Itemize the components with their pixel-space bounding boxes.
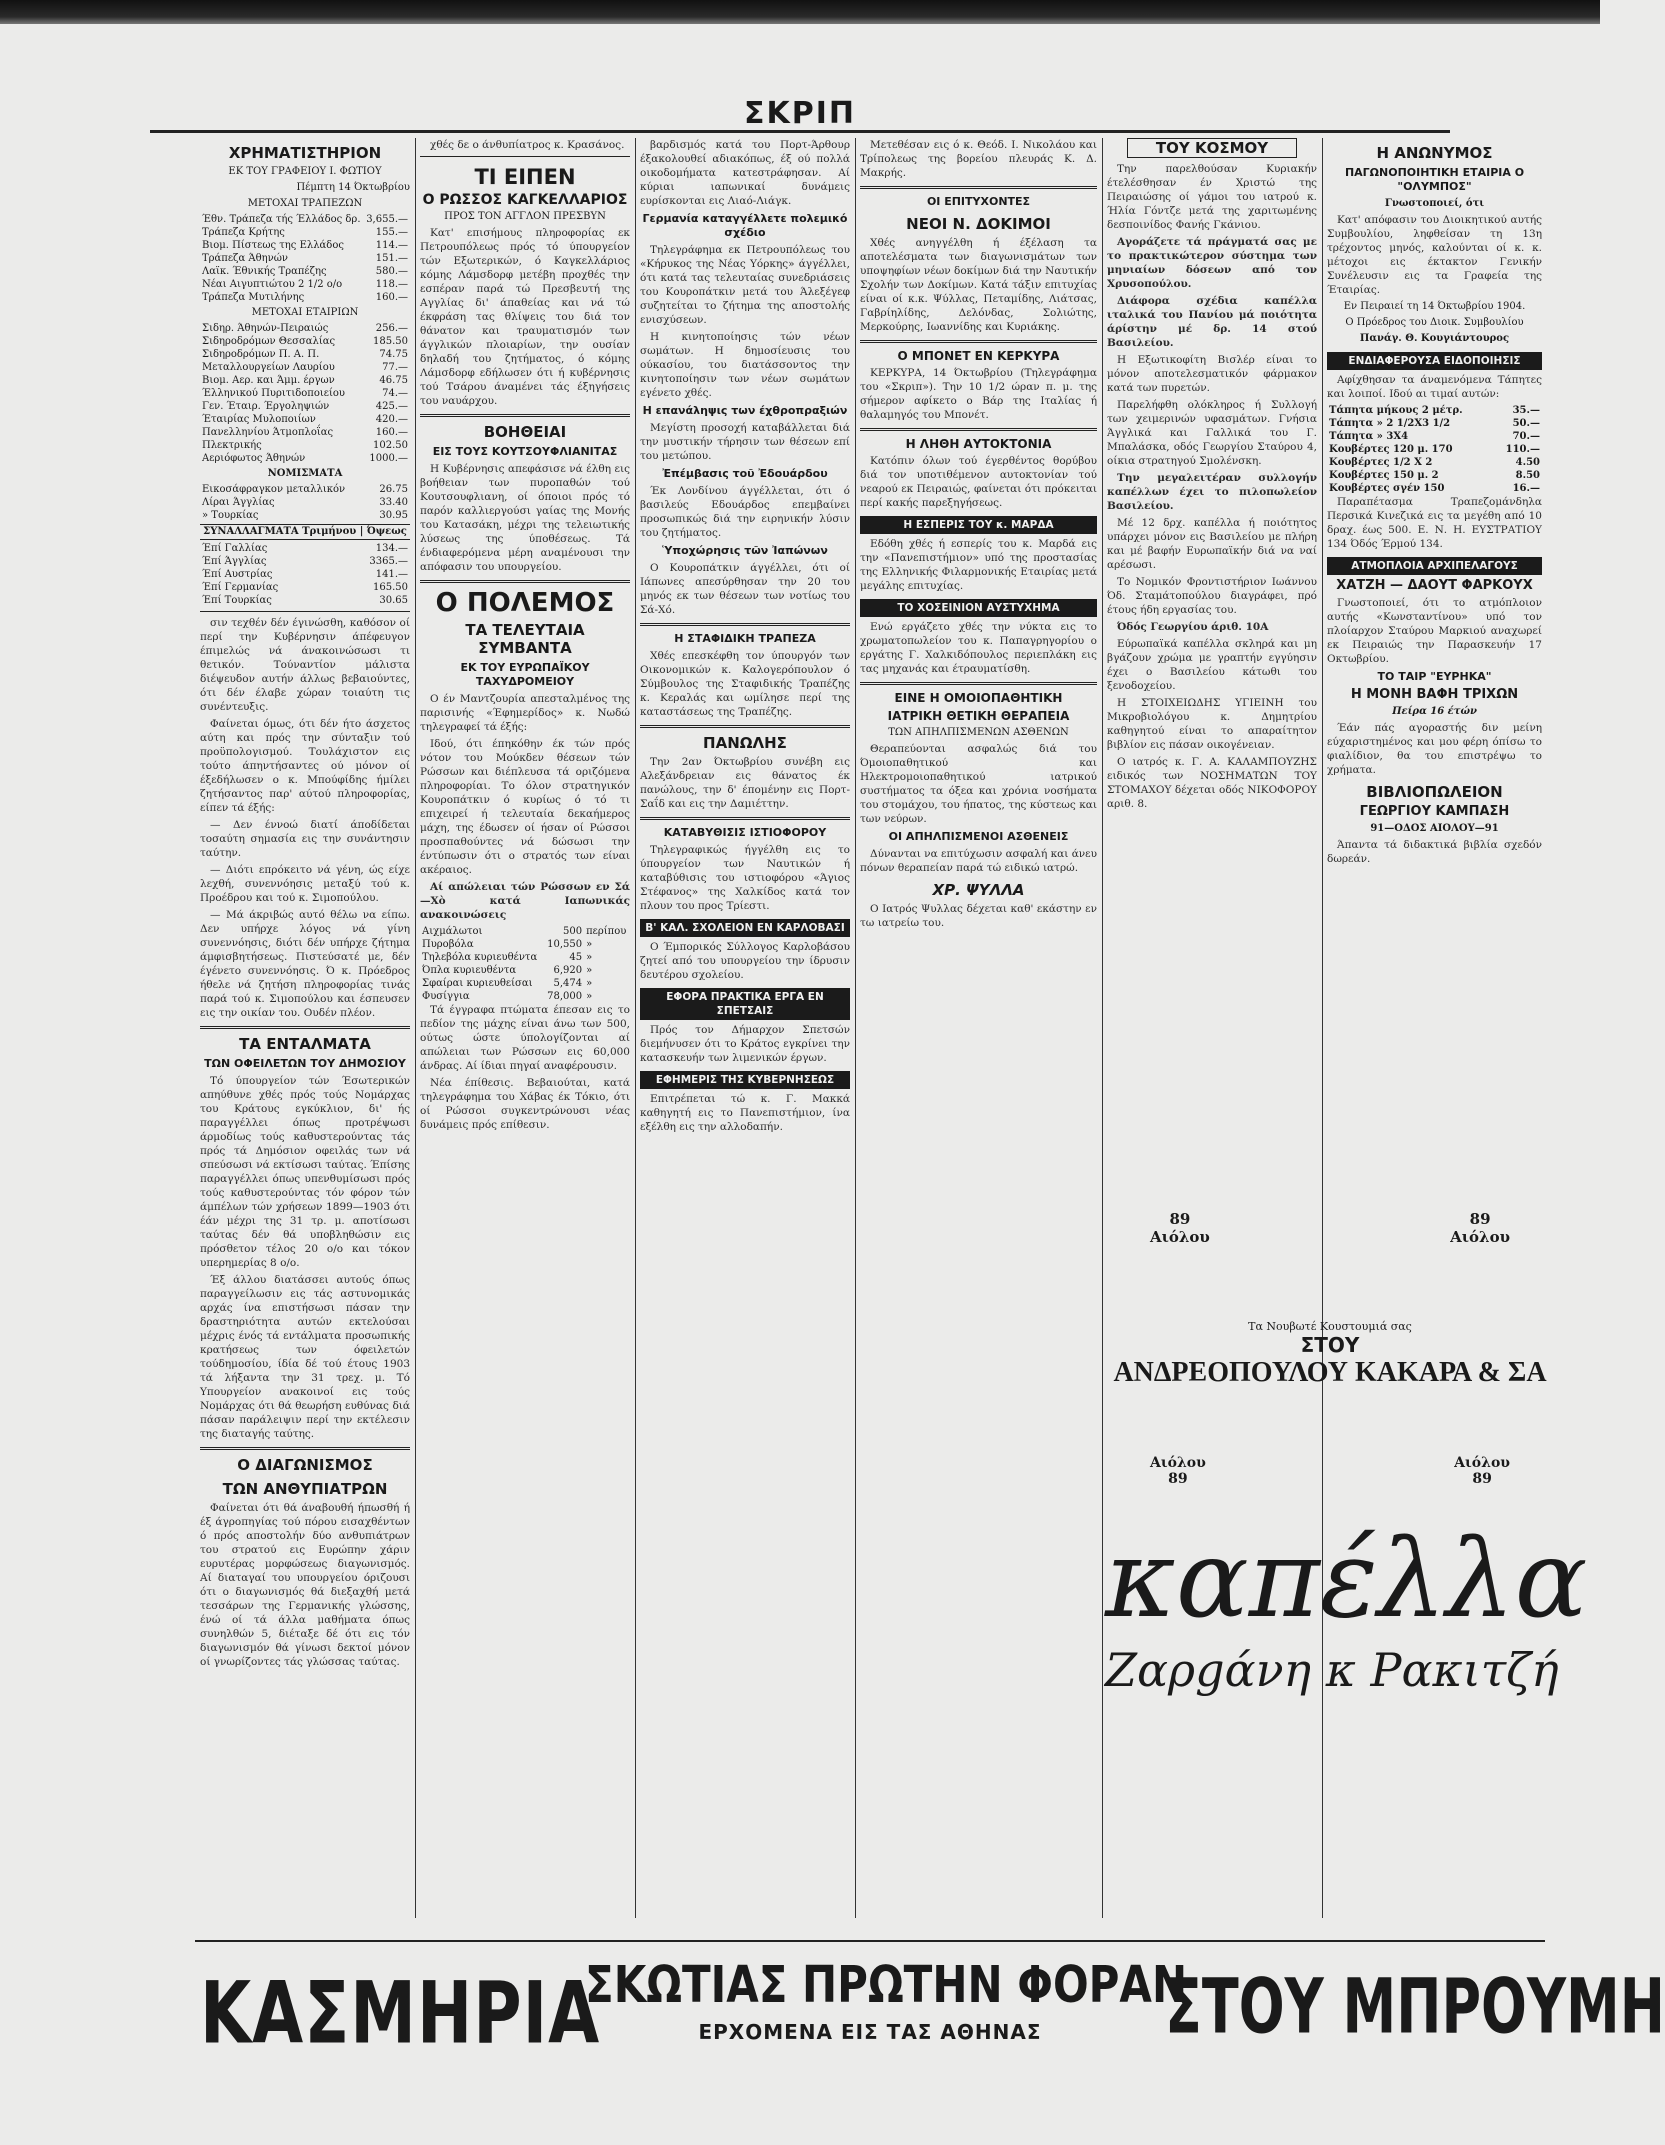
article-text: σιν τεχθέν δέν έγινώσθη, καθόσον οί περί την Κυβέρνησιν άπέφευγον έπιμελώς νά άνακοινώσωσι τι θετικόν. Τούναντίον μάλιστα διέψευδον αυτήν άλλως βεβαιούντες, ότι δέν έλαβε χώραν τοιαύτη τις συνέντευξις.: [200, 617, 410, 713]
article-text: Γνωστοποιεί, ότι το ατμόπλοιον αυτής «Κωνσταντίνου» υπό τον πλοίαρχον Σταύρου Μαρκιού αναχωρεί εκ Πειραιώς την Παρασκευήν 17 Οκτωβρίου.: [1327, 597, 1542, 665]
table-row: Έθν. Τράπεζα τής Έλλάδος δρ. 3,655.—: [202, 214, 408, 225]
article-text: Χθές ανηγγέλθη ή έξέλαση τα αποτελέσματα των διαγωνισμάτων των υποψηφίων νέων δοκίμων διά την Ναυτικήν Σχολήν των Δοκίμων. Κατά τάξιν επιτυχίας είναι οί κ.κ. Ψύλλας, Πεταμίδης, Λιάτσας, Γαβρίηλίδης, Δελόνδας, Σολιώτης, Μερκούρης, Ιωαννίδης και Κυριάκης.: [860, 237, 1097, 333]
ad-scotland: ΣΚΩΤΙΑΣ ΠΡΩΤΗΝ ΦΟΡΑΝ: [585, 1955, 1188, 2014]
headline: ΕΙΝΕ Η ΟΜΟΙΟΠΑΘΗΤΙΚΗ: [894, 691, 1063, 705]
prices-table: [1327, 404, 1542, 495]
headline: Ο ΜΠΟΝΕΤ ΕΝ ΚΕΡΚΥΡΑ: [897, 349, 1060, 363]
headline: ΤΟ ΤΑΙΡ "ΕΥΡΗΚΑ": [1377, 670, 1492, 683]
headline: ΤΑ ΕΝΤΑΛΜΑΤΑ: [239, 1035, 371, 1053]
subheadline: ΤΩΝ ΑΠΗΛΠΙΣΜΕΝΩΝ ΑΣΘΕΝΩΝ: [888, 727, 1069, 738]
market-date: Πέμπτη 14 Όκτωβρίου: [296, 182, 410, 193]
ad-street: Αιόλου: [1454, 1455, 1510, 1471]
article-text: Θεραπεύονται ασφαλώς διά του Όμοιοπαθητικού και Ηλεκτρομοιοπαθητικού ιατρικού συστήματος τα όξεα και χρόνια νοσήματα του στομάχου, του ήπατος, της κύστεως και των νεύρων.: [860, 743, 1097, 825]
article-text: Η Κυβέρνησις απεφάσισε νά έλθη εις βοήθειαν των πυροπαθών τού Κουτσουφλιανη, οί όποιοι πρός τό παρόν καλλιεργούσι γαίας της Μονής του Κατασάκη, μέχρι της τελειωτικής λύσεως της ύποθέσεως. Τά ένδιαφερόμενα μέρη αναμένουσι την απόφασιν του υπουργείου.: [420, 463, 630, 573]
page-top-band: [0, 0, 1600, 24]
subheadline: ΓΕΩΡΓΙΟΥ ΚΑΜΠΑΣΗ: [1359, 804, 1510, 819]
ad-coming: ΕΡΧΟΜΕΝΑ ΕΙΣ ΤΑΣ ΑΘΗΝΑΣ: [698, 2020, 1042, 2044]
section-banner: ΕΦΟΡΑ ΠΡΑΚΤΙΚΑ ΕΡΓΑ ΕΝ ΣΠΕΤΣΑΙΣ: [640, 988, 850, 1020]
masthead-rule: [150, 130, 1450, 133]
section-banner: ΕΝΔΙΑΦΕΡΟΥΣΑ ΕΙΔΟΠΟΙΗΣΙΣ: [1327, 352, 1542, 370]
article-text: Ο Ιατρός Ψυλλας δέχεται καθ' εκάστην εν τω ιατρείω του.: [860, 903, 1097, 929]
ad-broumis: ΣΤΟΥ ΜΠΡΟΥΜΗ: [1165, 1962, 1665, 2051]
article-text: Χθές επεσκέφθη τον ύπουργόν των Οικονομικών κ. Καλογερόπουλον ό Σύμβουλος της Σταφιδικής Τραπέζης κ. Κεραλάς και ωμίλησε περί της καταστάσεως της Τραπέζης.: [640, 650, 850, 718]
article-text: Ενώ εργάζετο χθές την νύκτα εις το χρωματοπωλείον του κ. Παπαγρηγορίου ο εργάτης Γ. Χαλκιδόπουλος περιεπλάκη εις τας μηχανάς και έτραυματίσθη.: [860, 621, 1097, 675]
article-text: Ο Έμπορικός Σύλλογος Καρλοβάσου ζητεί από του υπουργείου την ίδρυσιν δευτέρου σχολείου.: [640, 941, 850, 981]
table-row: Σιδηροδρόμων Π. Α. Π. 74.75: [202, 349, 408, 360]
column-2: [420, 138, 630, 1918]
table-row: Μεταλλουργείων Λαυρίου 77.—: [202, 362, 408, 373]
masthead-title: ΣΚΡΙΠ: [744, 96, 856, 131]
table-row: Πλεκτρικής 102.50: [202, 440, 408, 451]
subheadline: ΕΚ ΤΟΥ ΕΥΡΩΠΑΪΚΟΥ ΤΑΧΥΔΡΟΜΕΙΟΥ: [460, 661, 590, 688]
companies-table: [200, 322, 410, 465]
address: 91—ΟΔΟΣ ΑΙΟΛΟΥ—91: [1370, 823, 1499, 834]
column-5: [1107, 138, 1317, 1198]
article-text: Νέα έπίθεσις. Βεβαιούται, κατά τηλεγράφημα του Χάβας έκ Τόκιο, ότι οί Ρώσσοι συγκεντρώνουσι νέας δυνάμεις πρός επίθεσιν.: [420, 1077, 630, 1131]
table-row: Έπί Αυστρίας 141.—: [202, 569, 408, 580]
article-text: Παρελήφθη ολόκληρος ή Συλλογή των χειμερινών υφασμάτων. Γνήσια Άγγλικά και Γαλλικά του Γ. Μπαλάσκα, οδός Γεωργίου Σταύρου 4, οίκια στρατηγού Σμολένσκη.: [1107, 399, 1317, 467]
article-text: Φαίνεται ότι θά άναβουθή ήπωσθή ή έξ άγροπηγίας τού πόρου εισαχθέντων ό πρός αποστολήν δύο ανθυπιάτρων του στρατού εις Ευρώπην χάριν ευρυτέρας μορφώσεως διαγωνισμός. Αί διαταγαί του υπουργείου όριζουσι ότι ο διαγωνισμός θά διεξαχθή μετά τεσσάρων της Γερμανικής γλώσσης, ένώ οί τά άλλα μαθήματα όπως συνηλθών 5, διέταξε δέ ότι εις τόν διαγωνισμόν θά γίνωσι δεκτοί μόνον οί γνωρίζοντες τάς γλώσσας ταύτας.: [200, 1502, 410, 1668]
subheadline: ΝΕΟΙ Ν. ΔΟΚΙΜΟΙ: [906, 215, 1051, 233]
subheadline: ΕΙΣ ΤΟΥΣ ΚΟΥΤΣΟΥΦΛΙΑΝΙΤΑΣ: [432, 445, 618, 458]
subheadline: ΙΑΤΡΙΚΗ ΘΕΤΙΚΗ ΘΕΡΑΠΕΙΑ: [887, 709, 1070, 723]
table-row: Τράπεζα Άθηνών 151.—: [202, 253, 408, 264]
column-4: [860, 138, 1097, 1918]
table-row: Πανελληνίου Άτμοπλοΐας 160.—: [202, 427, 408, 438]
bottom-advert-banner: [0, 1920, 1665, 2145]
section-banner: Η ΕΣΠΕΡΙΣ ΤΟΥ κ. ΜΑΡΔΑ: [860, 516, 1097, 534]
article-text: Ο ιατρός κ. Γ. Α. ΚΑΛΑΜΠΟΥΖΗΣ ειδικός των ΝΟΣΗΜΑΤΩΝ ΤΟΥ ΣΤΟΜΑΧΟΥ δέχεται οδός ΝΙΚΟΦΟΡΟΥ αριθ. 8.: [1107, 756, 1317, 810]
signature-line: Εν Πειραιεί τη 14 Όκτωβρίου 1904.: [1343, 301, 1526, 312]
ad-line: Τα Νουβωτέ Κουστουμιά σας: [1248, 1320, 1412, 1333]
article-text: — Διότι επρόκειτο νά γένη, ώς είχε λεχθή, συνεννόησις μεταξύ τού κ. Προέδρου και τού κ. Σιμοπούλου.: [200, 864, 410, 904]
coins-table: [200, 483, 410, 522]
headline: Η ΛΗΘΗ ΑΥΤΟΚΤΟΝΙΑ: [905, 437, 1052, 451]
column-divider: [635, 138, 636, 1918]
article-text: Τά έγγραφα πτώματα έπεσαν εις το πεδίον της μάχης είναι άνω των 500, ούτως ώστε ύπολογίζονται αί απώλειαι των Ρώσσων εις 60,000 άνδρας. Αί ίδιαι πηγαί αναφέρουσιν.: [420, 1004, 630, 1072]
subheadline: ΤΩΝ ΑΝΘΥΠΙΑΤΡΩΝ: [222, 1480, 388, 1498]
subheadline: ΠΑΓΩΝΟΠΟΙΗΤΙΚΗ ΕΤΑΙΡΙΑ Ο "ΟΛΥΜΠΟΣ": [1344, 166, 1525, 193]
ad-street: Αιόλου: [1150, 1228, 1210, 1246]
ad-line: ΣΤΟΥ: [1300, 1333, 1360, 1357]
table-row: Έπί Τουρκίας 30.65: [202, 595, 408, 606]
table-row: Έπί Γαλλίας 134.—: [202, 543, 408, 554]
article-text: Άπαντα τά διδακτικά βιβλία σχεδόν δωρεάν.: [1327, 839, 1542, 865]
market-title: ΧΡΗΜΑΤΙΣΤΗΡΙΟΝ: [228, 144, 382, 162]
headline: ΒΟΗΘΕΙΑΙ: [483, 423, 567, 441]
ad-hats: [1105, 1517, 1588, 1700]
banks-heading: ΜΕΤΟΧΑΙ ΤΡΑΠΕΖΩΝ: [247, 198, 363, 209]
column-6: [1327, 138, 1542, 1198]
article-text: Την μεγαλειτέραν συλλογήν καπέλλων έχει το πιλοπωλείον Βασιλείου.: [1107, 472, 1317, 512]
article-text: Διάφορα σχέδια καπέλλα ιταλικά του Πανίου μά ποιότητα άρίστην μέ δρ. 14 στού Βασιλείου.: [1107, 295, 1317, 349]
ad-aiolou-top: [1110, 1210, 1550, 1246]
headline: Ο ΔΙΑΓΩΝΙΣΜΟΣ: [237, 1456, 373, 1474]
article-text: Τηλεγράφημα εκ Πετρουπόλεως του «Κήρυκος της Νέας Υόρκης» άγγέλλει, ότι κατά τας τελευταίας συνεδριάσεις του Κουροπάτκιν μετά του Άλεξέγεφ συζητείται το ζήτημα της αποστολής ενισχύσεων.: [640, 244, 850, 326]
article-text: Εδόθη χθές ή εσπερίς του κ. Μαρδά εις την «Πανεπιστήμιον» υπό της προστασίας της Ελληνικής Φιλαρμονικής Εταιρίας μετά μεγάλης επιτυχίας.: [860, 538, 1097, 592]
headline: ΤΟΥ ΚΟΣΜΟΥ: [1127, 138, 1297, 158]
ad-hat-shop: Ζαρgάνη κ Ρακιτζή: [1105, 1643, 1559, 1697]
article-text: Το Νομικόν Φροντιστήριον Ιωάννου Όδ. Σταμάτοπούλου διαγράφει, πρό έτους ήδη εργασίας του.: [1107, 576, 1317, 616]
coins-heading: ΝΟΜΙΣΜΑΤΑ: [267, 468, 343, 479]
table-row: Έπί Άγγλίας 3365.—: [202, 556, 408, 567]
article-text: Κατ' επισήμους πληροφορίας εκ Πετρουπόλεως πρός τό ύπουργείον τών Εξωτερικών, ό Καγκελλάριος κόμης Λάμσδορφ μετέβη προχθές την εσπέραν παρά τώ Πρεσβευτή της Αγγλίας δι' άπαθείας και νά τώ έκφράση τας θλίψεις του διά τον θάνατον και τραυματισμόν των άγγλικών πλοιαρίων, την ουσίαν δηλαδή του ζητήματος, ό κόμης Λάμσδορφ εδήλωσεν ότι ή κυβέρνησις τού Τσάρου άναμένει τάς έξηγήσεις του ναυάρχου.: [420, 227, 630, 407]
ad-street: Αιόλου: [1450, 1228, 1510, 1246]
headline: ΧΡ. ΨΥΛΛΑ: [932, 881, 1025, 899]
article-text: Ο έν Μαντζουρία απεσταλμένος της παρισινής «Έφημερίδος» κ. Νωδώ τηλεγραφεί τά έξής:: [420, 693, 630, 733]
table-row: Έταιρίας Μυλοποιίων 420.—: [202, 414, 408, 425]
subheadline: Ὑποχώρησις τῶν Ἰαπώνων: [662, 544, 828, 557]
table-row: Έλληνικού Πυριτιδοποιείου 74.—: [202, 388, 408, 399]
subheadline: Πείρα 16 έτών: [1392, 706, 1477, 717]
article-text: Αγοράζετε τά πράγματά σας με το πρακτικώτερον σύστημα των μηνιαίων δόσεων από τον Χρυσοπούλου.: [1107, 236, 1317, 290]
column-divider: [855, 138, 856, 1918]
subheadline: Η επανάληψις των έχθροπραξιών: [642, 404, 848, 417]
table-row: Βιομ. Αερ. και Άμμ. έργων 46.75: [202, 375, 408, 386]
article-text: Πρός τον Δήμαρχον Σπετσών διεμήνυσεν ότι το Κράτος εγκρίνει την κατασκευήν των λιμενικών έργων.: [640, 1024, 850, 1064]
article-text: Αφίχθησαν τα άναμενόμενα Τάπητες και λοιποί. Ιδού αι τιμαί αυτών:: [1327, 374, 1542, 400]
article-text: — Μά άκριβώς αυτό θέλω να είπω. Δεν υπήρχε λόγος νά γίνη συνεννόησις, διότι δέν υπήρχε ζήτημα άμφισβητήσεως. Πιστεύσατέ με, δέν έγένετο συνεννόησις. Ό κ. Πρόεδρος ήθελε νά ζητήση πληροφορίας τινάς παρά τού κ. Σιμοπούλου και έσπευσεν εις την οικίαν του. Ουδέν πλέον.: [200, 909, 410, 1019]
subheadline: ΤΩΝ ΟΦΕΙΛΕΤΩΝ ΤΟΥ ΔΗΜΟΣΙΟΥ: [204, 1057, 406, 1070]
table-row: Τράπεζα Μυτιλήνης 160.—: [202, 292, 408, 303]
table-row: Βιομ. Πίστεως της Ελλάδος 114.—: [202, 240, 408, 251]
table-row: Πυροβόλα 10,550 »: [422, 939, 593, 950]
headline: ΟΙ ΕΠΙΤΥΧΟΝΤΕΣ: [926, 195, 1031, 208]
subheadline: ΤΑ ΤΕΛΕΥΤΑΙΑ ΣΥΜΒΑΝΤΑ: [465, 621, 585, 657]
ad-hat-word: καπέλλα: [1105, 1517, 1588, 1642]
article-text: Μέ 12 δρχ. καπέλλα ή ποιότητος υπάρχει μόνον εις Βασιλείου με πλήρη και μέ βαφήν Ευρωπαϊκήν διά να ναί αρέσωσι.: [1107, 517, 1317, 571]
headline: ΟΙ ΑΠΗΛΠΙΣΜΕΝΟΙ ΑΣΘΕΝΕΙΣ: [888, 830, 1069, 843]
table-row: Τάπητα μήκους 2 μέτρ. 35.—: [1329, 405, 1540, 416]
article-text: Επιτρέπεται τώ κ. Γ. Μακκά καθηγητή εις το Πανεπιστήμιον, ίνα εξέλθη εις την αλλοδαπήν.: [640, 1093, 850, 1133]
article-text: Κατ' απόφασιν του Διοικητικού αυτής Συμβουλίου, ληφθείσαν τη 13η τρέχοντος μηνός, καλούνται οί κ. κ. μέτοχοι εις έκτακτον Γενικήν Συνέλευσιν εις τα Γραφεία της Έταιρίας.: [1327, 214, 1542, 296]
subheadline: ΧΑΤΖΗ — ΔΑΟΥΤ ΦΑΡΚΟΥΧ: [1336, 578, 1533, 593]
subheadline: Γερμανία καταγγέλλετε πολεμικό σχέδιο: [642, 212, 848, 239]
table-row: Λαϊκ. Έθνικής Τραπέζης 580.—: [202, 266, 408, 277]
subheadline: ΠΡΟΣ ΤΟΝ ΑΓΓΛΟΝ ΠΡΕΣΒΥΝ: [444, 211, 606, 222]
table-row: Αεριόφωτος Άθηνών 1000.—: [202, 453, 408, 464]
subheadline: Γνωστοποιεί, ότι: [1384, 198, 1485, 209]
section-banner: ΑΤΜΟΠΛΟΙΑ ΑΡΧΙΠΕΛΑΓΟΥΣ: [1327, 557, 1542, 575]
article-text: χθές δε ο άνθυπίατρος κ. Κρασάνος.: [430, 139, 625, 151]
article-text: Την παρελθούσαν Κυριακήν έτελέσθησαν έν Χριστώ της Πειραιώσης οί γάμοι του ιατρού κ. Ήλία Γόντζε μετά της χαριτωμένης δεσποινίδος Φανής Γκάνιου.: [1107, 163, 1317, 231]
headline: Ο ΠΟΛΕΜΟΣ: [435, 588, 615, 618]
ad-cashmere: ΚΑΣΜΗΡΙΑ: [200, 1963, 601, 2064]
section-banner: Β' ΚΑΛ. ΣΧΟΛΕΙΟΝ ΕΝ ΚΑΡΛΟΒΑΣΙ: [640, 919, 850, 937]
table-row: Κουβέρτες σγέν 150 16.—: [1329, 483, 1540, 494]
table-row: Σιδηροδρόμων Θεσσαλίας 185.50: [202, 336, 408, 347]
table-row: Κουβέρτες 150 μ. 2 8.50: [1329, 470, 1540, 481]
headline: Η ΑΝΩΝΥΜΟΣ: [1376, 144, 1493, 162]
ad-aiolou-mid: [1110, 1455, 1550, 1487]
article-text: Εύρωπαϊκά καπέλλα σκληρά και μη βγάζουν χρώμα με γραπτήν εγγύησιν έχει ο Βασιλείου κάτωθι του ξενοδοχείου.: [1107, 638, 1317, 692]
section-banner: ΤΟ ΧΟΣΕΙΝΙΟΝ ΑΥΣΤΥΧΗΜΑ: [860, 599, 1097, 617]
subheadline: Η ΜΟΝΗ ΒΑΦΗ ΤΡΙΧΩΝ: [1350, 687, 1519, 702]
table-row: Κουβέρτες 1/2 Χ 2 4.50: [1329, 457, 1540, 468]
article-text: — Δεν έννοώ διατί άποδίδεται τοσαύτη σημασία εις την συνάντησιν ταύτην.: [200, 819, 410, 859]
article-text: Δύνανται να επιτύχωσιν ασφαλή και άνευ πόνων θεραπείαν παρά τώ ειδικώ ιατρώ.: [860, 848, 1097, 874]
headline: ΒΙΒΛΙΟΠΩΛΕΙΟΝ: [1366, 783, 1503, 801]
table-row: » Τουρκίας 30.95: [202, 510, 408, 521]
ad-number: 89: [1472, 1471, 1492, 1487]
article-text: Ο Κουροπάτκιν άγγέλλει, ότι οί Ιάπωνες απεσύρθησαν την 20 του μηνός εκ των θέσεων των νοτίως του Σά-Χό.: [640, 562, 850, 616]
article-text: Τηλεγραφικώς ήγγέλθη εις το ύπουργείον των Ναυτικών ή καταβύθισις του ιστιοφόρου «Άγιος Στέφανος» της Χαλκίδος κατά τον πλουν του προς Τρίεστι.: [640, 844, 850, 912]
table-row: Σφαίραι κυριευθείσαι 5,474 »: [422, 978, 593, 989]
article-text: Η Εξωτικοφίτη Βισλέρ είναι το μόνον αποτελεσματικόν φάρμακον κατά των πυρετών.: [1107, 354, 1317, 394]
companies-heading: ΜΕΤΟΧΑΙ ΕΤΑΙΡΙΩΝ: [251, 307, 359, 318]
headline: Η ΣΤΑΦΙΔΙΚΗ ΤΡΑΠΕΖΑ: [674, 632, 816, 645]
table-row: Γεν. Έταιρ. Έργοληψιών 425.—: [202, 401, 408, 412]
headline: ΠΑΝΩΛΗΣ: [703, 734, 787, 752]
table-row: Φυσίγγια 78,000 »: [422, 991, 593, 1002]
table-row: Αιχμάλωτοι 500 περίπου: [422, 926, 627, 937]
signature-line: Ο Πρόεδρος του Διοικ. Συμβουλίου: [1345, 317, 1524, 328]
article-text: Τό ύπουργείον τών Έσωτερικών απηύθυνε χθές πρός τούς Νομάρχας του Κράτους εγκύκλιον, δι' ής παραγγέλλει όπως προτρέψωσι άρμοδίως τούς καθυστερούντας τάς πρός τά Δημόσιον οφειλάς των νά σπεύσωσι νά εκτίσωσι ταύτας. Έπίσης παραγγέλλει όπως υπενθυμίσωσι πρός τούς καθυστερούντας τόν φόρον τών άμπέλων τών χρήσεων 1899—1903 ότι έάν μέχρι της 31 τρ. μ. αποτίσωσι ταύτας δέν θά υποβληθώσιν εις πρόσθετον τέλος 20 ο/ο και τόκον υπερημερίας 8 ο/ο.: [200, 1075, 410, 1269]
ad-fashion: [1105, 1320, 1555, 1389]
section-banner: ΕΦΗΜΕΡΙΣ ΤΗΣ ΚΥΒΕΡΝΗΣΕΩΣ: [640, 1071, 850, 1089]
signature-line: Πανάγ. Θ. Κουγιάντουρος: [1359, 333, 1510, 344]
fx-table: [200, 542, 410, 607]
table-row: Νέαι Αιγυπτιώτου 2 1/2 ο/ο 118.—: [202, 279, 408, 290]
article-text: Όδός Γεωργίου άριθ. 10Α: [1117, 621, 1269, 633]
article-text: Κατόπιν όλων τού έγερθέντος θορύβου διά τον υποτιθέμενον αυτοκτονίαν τού νεαρού εκ Πειραιώς, φαίνεται ότι πρόκειται περί κακής παρεξηγήσεως.: [860, 455, 1097, 509]
subheadline: Ο ΡΩΣΣΟΣ ΚΑΓΚΕΛΛΑΡΙΟΣ: [422, 192, 628, 208]
column-3: [640, 138, 850, 1918]
article-text: ΚΕΡΚΥΡΑ, 14 Όκτωβρίου (Τηλεγράφημα του «Σκριπ»). Την 10 1/2 ώραν π. μ. της σήμερον αφίκετο ο Βάρ της Ιταλίας ή θαλαμηγός του Μπονέτ.: [860, 367, 1097, 421]
table-row: Τάπητα » 2 1/2Χ3 1/2 50.—: [1329, 418, 1540, 429]
banks-table: [200, 213, 410, 304]
article-text: Μετεθέσαν εις ό κ. Θεόδ. Ι. Νικολάου και Τρίπολεως της βορείου πλευράς Κ. Δ. Μακρής.: [860, 139, 1097, 179]
article-text: Φαίνεται όμως, ότι δέν ήτο άσχετος αύτη και πρός την σύνταξιν τού προϋπολογισμού. Τουλάχιστον εις τούτο άπηντήσαντες ού μόνον οί έξεδήλωσεν ο κ. Μπούφίδης ήμίλει ζητήσαντος παρ' αύτού πληροφορίας, είπεν τά έξής:: [200, 718, 410, 814]
column-divider: [415, 138, 416, 1918]
ad-shop-name: ΑΝΔΡΕΟΠΟΥΛΟΥ ΚΑΚΑΡΑ & ΣΑ: [1113, 1357, 1547, 1388]
article-text: Μεγίστη προσοχή καταβάλλεται διά την μυστικήν τήρησιν των θέσεων επί του μετώπου.: [640, 422, 850, 462]
headline: ΚΑΤΑΒΥΘΙΣΙΣ ΙΣΤΙΟΦΟΡΟΥ: [663, 826, 827, 839]
table-row: Σιδηρ. Άθηνών-Πειραιώς 256.—: [202, 323, 408, 334]
table-row: Κουβέρτες 120 μ. 170 110.—: [1329, 444, 1540, 455]
article-text: Η κινητοποίησις τών νέων σωμάτων. Η δημοσίευσις του ούκασίου, του διατάσσοντος την κινητοποίησιν των νέων σωμάτων εγένετο χθές.: [640, 331, 850, 399]
table-row: Τάπητα » 3Χ4 70.—: [1329, 431, 1540, 442]
column-divider: [1102, 138, 1103, 1918]
subheadline: Ἐπέμβασις τοῦ Ἐδουάρδου: [662, 467, 828, 480]
table-row: Όπλα κυριευθέντα 6,920 »: [422, 965, 593, 976]
article-text: Έάν πάς αγοραστής διν μείνη εύχαριστημένος και μου φέρη όπίσω το φιαλίδιον, θα του επιστρέψω το χρήματα.: [1327, 722, 1542, 776]
ad-number: 89: [1168, 1471, 1188, 1487]
article-text: Παραπέτασμα Τραπεζομάνδηλα Περσικά Κινεζικά εις τα μεγέθη από 10 δραχ. έως 500. Ε. Ν. Η. ΕΥΣΤΡΑΤΙΟΥ 134 Όδός Έρμού 134.: [1327, 496, 1542, 550]
article-text: Η ΣΤΟΙΧΕΙΩΔΗΣ ΥΓΙΕΙΝΗ του Μικροβιολόγου κ. Δημητρίου καθηγητού είναι το απαραίτητον βιβλίον εις πάσαν οικογένειαν.: [1107, 697, 1317, 751]
article-text: Έξ άλλου διατάσσει αυτούς όπως παραγγείλωσιν εις τάς αστυνομικάς αρχάς ίνα επιστήσωσι πάσαν την δραστηριότητα αυτών εκτελούσαι μέχρις ένός τά εντάλματα προσωπικής κρατήσεως των όφειλετών τούδημοσίου, ίδία δέ τού έτους 1903 τά λήξαντα την 31 τρεχ. μ. Τό Υπουργείον ανακοινοί εις τούς Νομάρχας ότι θά θεωρήση ευθύνας διά πάσαν παράλειψιν περί την εκτέλεσιν της διαταγής ταύτης.: [200, 1274, 410, 1440]
ad-number: 89: [1169, 1210, 1191, 1228]
losses-table: [420, 925, 630, 1003]
fx-heading: ΣΥΝΑΛΛΑΓΜΑΤΑ Τριμήνου | Όψεως: [200, 524, 410, 540]
ad-street: Αιόλου: [1150, 1455, 1206, 1471]
column-1: [200, 138, 410, 1918]
table-row: Εικοσάφραγκον μεταλλικόν 26.75: [202, 484, 408, 495]
ad-number: 89: [1469, 1210, 1491, 1228]
article-text: Έκ Λονδίνου άγγέλλεται, ότι ό βασιλεύς Εδουάρδος επεμβαίνει προσωπικώς διά την ειρηνικήν λύσιν του ζητήματος.: [640, 485, 850, 539]
table-row: Τηλεβόλα κυριευθέντα 45 »: [422, 952, 593, 963]
article-text: Ιδού, ότι έπηκόθην έκ τών πρός νότον του Μούκδεν θέσεων τών Ρώσσων και διέπλευσα τά οριζόμενα πληροφορίαι. Το όλον στρατηγικόν Κουροπάτκιν ό κυρίως ό τό τι επιχειρεί ή τελευταία δεκαήμερος μάχη, της έδωσεν οί ήσαν οί Ρώσσοι προσπαθούντες νά δώσωσι την έντύπωσιν ότι ο στρατός των είναι ακέραιος.: [420, 738, 630, 876]
market-source: ΕΚ ΤΟΥ ΓΡΑΦΕΙΟΥ Ι. ΦΩΤΙΟΥ: [228, 166, 382, 177]
article-text: Την 2αν Όκτωβρίου συνέβη εις Αλεξάνδρειαν εις θάνατος έκ πανώλους, την δ' έπομένην εις Πορτ-Σαΐδ και εις την Δαμιέττην.: [640, 756, 850, 810]
table-row: Τράπεζα Κρήτης 155.—: [202, 227, 408, 238]
table-row: Έπί Γερμανίας 165.50: [202, 582, 408, 593]
headline: ΤΙ ΕΙΠΕΝ: [474, 165, 576, 189]
article-text: Αί απώλειαι τών Ρώσσων εν Σά—Χὸ κατά Ιαπωνικάς ανακοινώσεις: [420, 881, 630, 921]
table-row: Λίραι Άγγλίας 33.40: [202, 497, 408, 508]
article-text: βαρδισμός κατά του Πορτ-Άρθουρ έξακολουθεί αδιακόπως, έξ ού πολλά οικοδομήματα κατεστράφησαν. Αί κύριαι ιαπωνικαί δυνάμεις ευρίσκονται εις Λιαό-Λιάγκ.: [640, 139, 850, 207]
